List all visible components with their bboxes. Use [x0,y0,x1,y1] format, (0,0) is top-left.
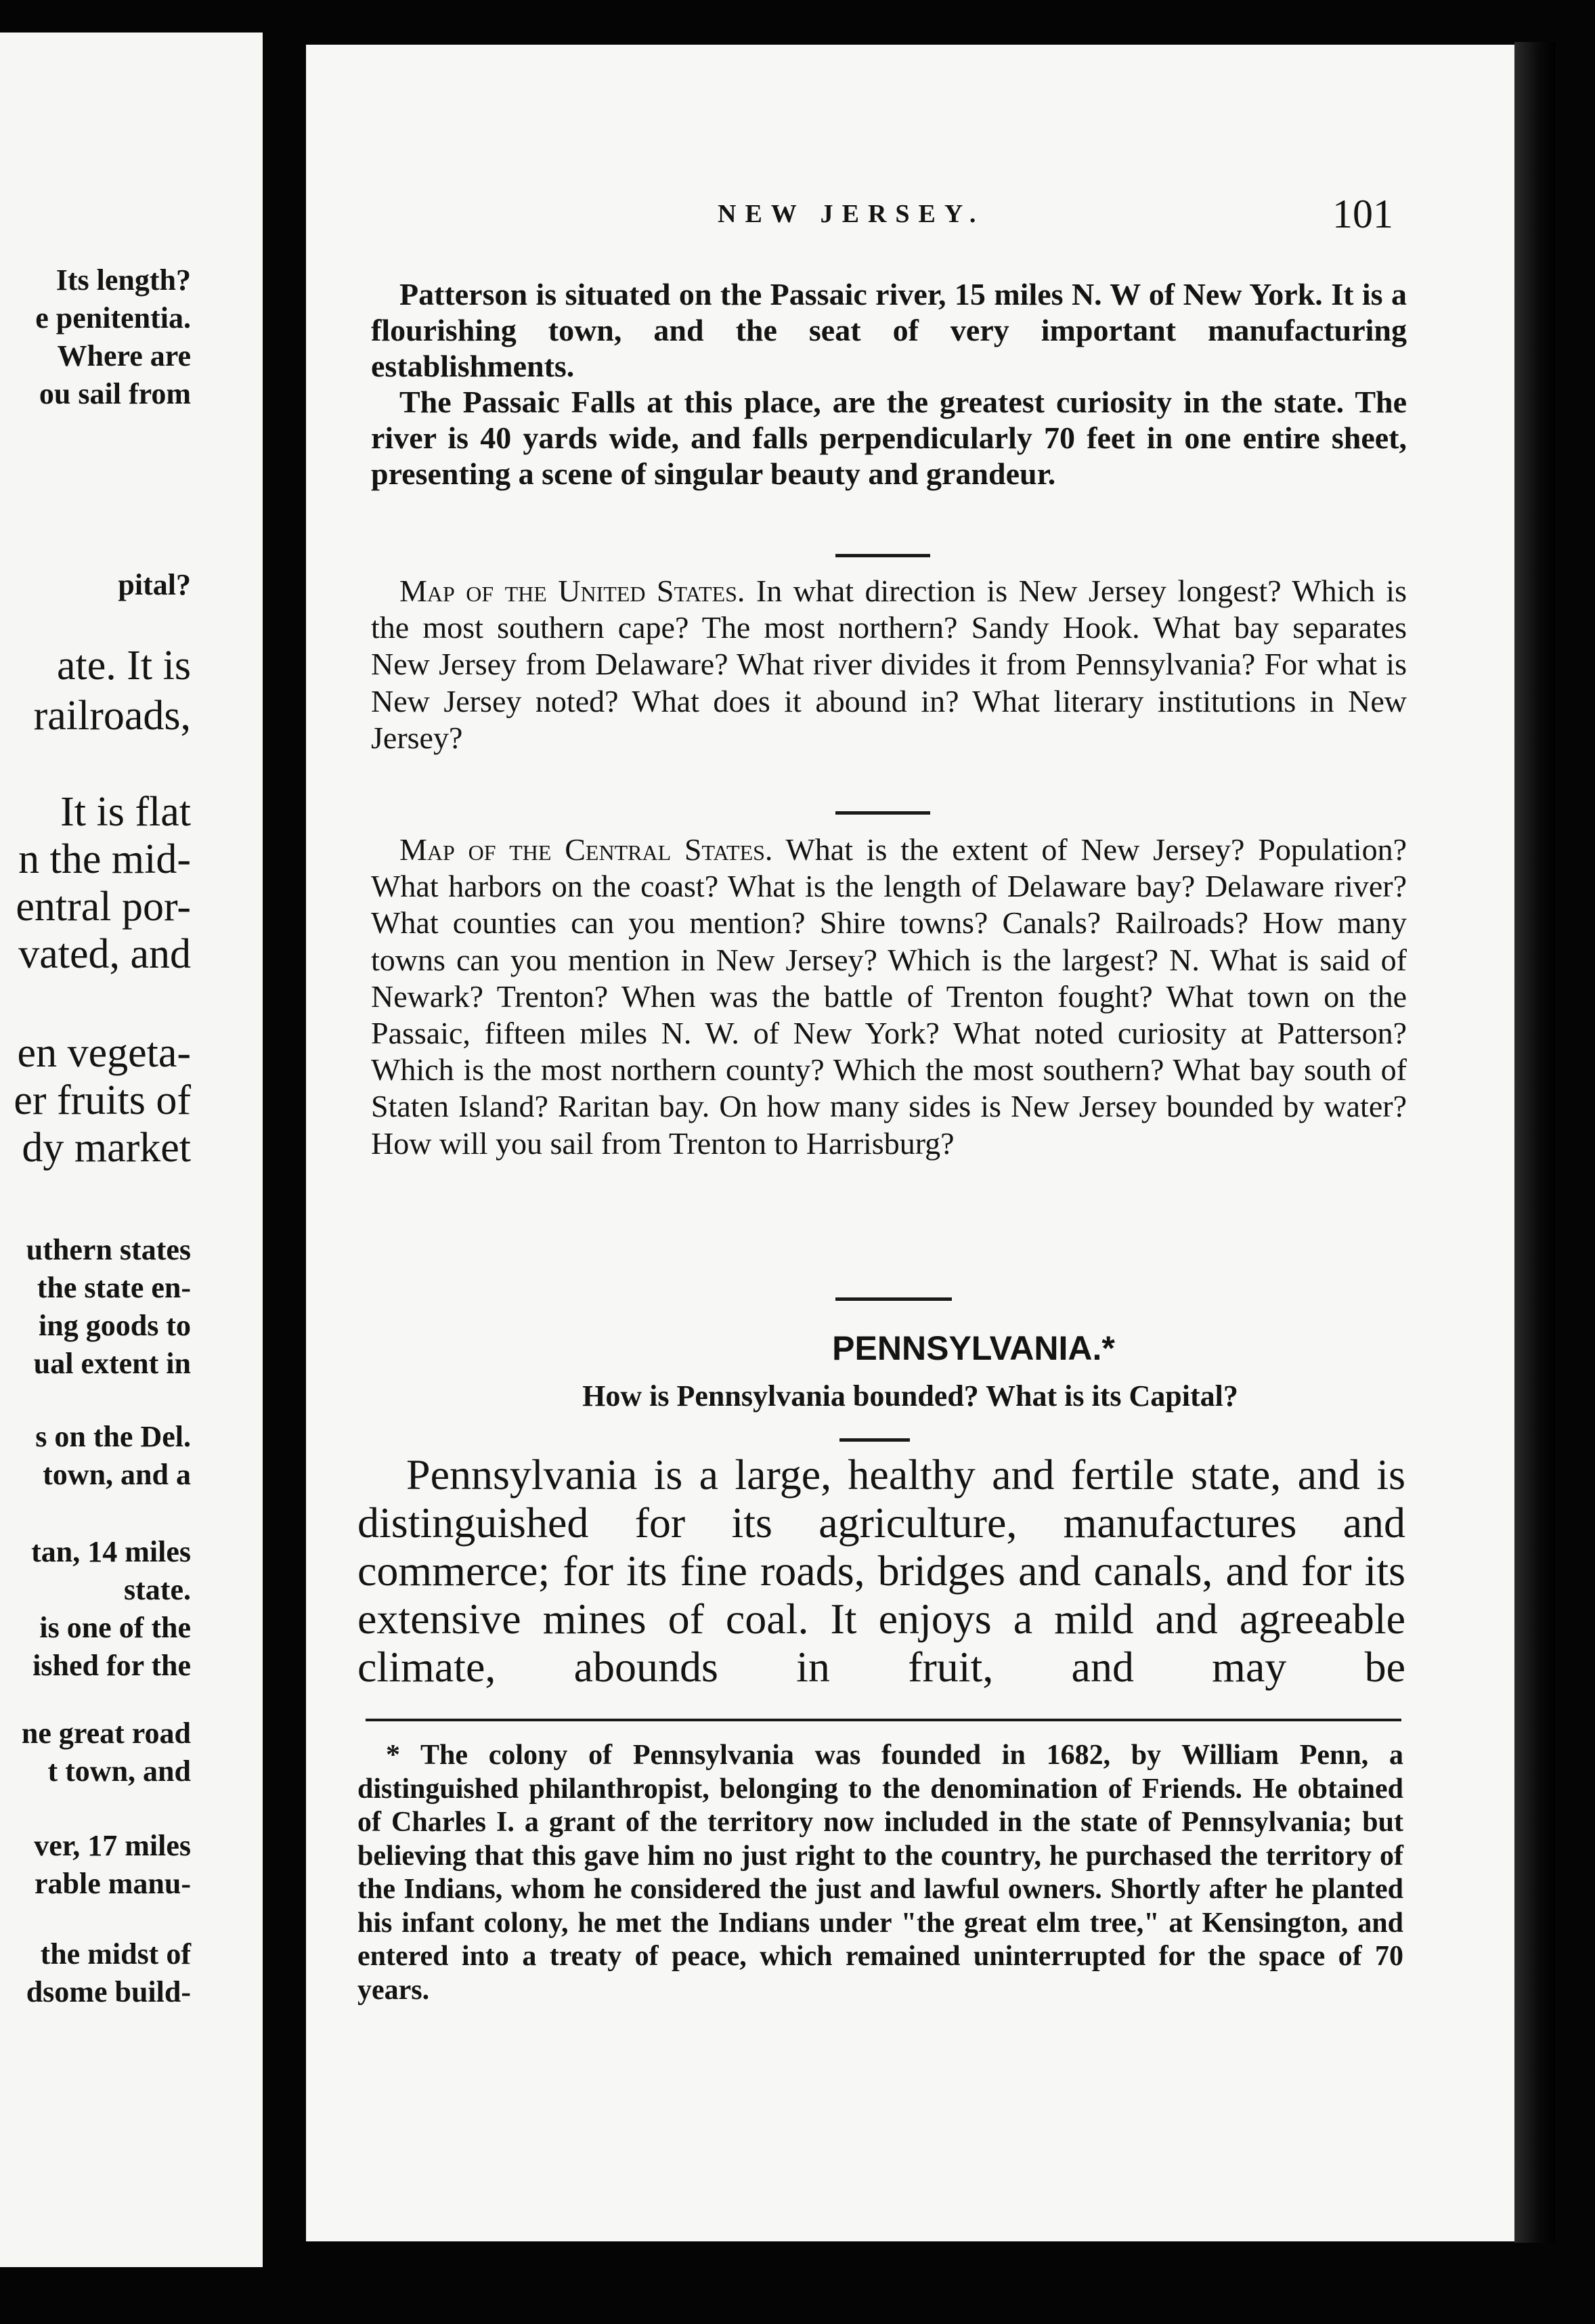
questions-text: What is the extent of New Jersey? Population? What harbors on the coast? What is the length of Delaware bay? Delaware river? What counties can you mention? Shire towns? Canals? Railroads? How many towns can you mention in New Jersey? Which is the largest? N. What is said of Newark? Trenton? When was the battle of Trenton fought? What town on the Passaic, fifteen miles N. W. of New York? What noted curiosity at Patterson? Which is the most northern county? Which the most southern? What bay south of Staten Island? Raritan bay. On how many sides is New Jersey bounded by water? How will you sail from Trenton to Harrisburg? [371,832,1407,1161]
footnote: * The colony of Pennsylvania was founded in 1682, by William Penn, a distinguished philanthropist, belonging to the denomination of Friends. He obtained of Charles I. a grant of the territory now included in the state of Pennsylvania; but believing that this gave him no just right to the country, he purchased the territory of the Indians, whom he considered the just and lawful owners. Shortly after he planted his infant colony, he met the Indians under "the great elm tree," at Kensington, and entered into a treaty of peace, which remained uninterrupted for the space of 70 years. [357,1740,1403,2006]
left-page-line: railroads, [33,693,191,739]
left-page-line: Where are [57,339,191,372]
intro-text [371,276,1407,492]
footnote-rule [366,1719,1401,1721]
paragraph-passaic-falls: The Passaic Falls at this place, are the greatest curiosity in the state. The river is 40 yards wide, and falls perpendicularly 70 feet in one entire sheet, presenting a scene of singular beauty and grandeur. [371,385,1407,491]
left-page-line: ver, 17 miles [34,1829,191,1862]
separator-rule [835,554,930,557]
left-page-line: Its length? [56,263,191,297]
questions-text: In what direction is New Jersey longest? Which is the most southern cape? The most northern? Sandy Hook. What bay separates New Jersey from Delaware? What river divides it from Pennsylvania? For what is New Jersey noted? What does it abound in? What literary institutions in New Jersey? [371,574,1407,755]
left-page-line: ou sail from [39,377,191,410]
left-page-line: er fruits of [14,1077,191,1123]
questions-us-map [371,573,1407,756]
separator-rule [835,1297,952,1301]
left-page-line: vated, and [18,931,191,977]
questions-heading: Map of the United States. [399,574,745,608]
left-page-line: ual extent in [33,1347,191,1380]
left-page-line: ished for the [32,1649,191,1682]
section-title: PENNSYLVANIA.* [832,1329,1115,1367]
left-page-line: s on the Del. [35,1420,191,1453]
section-questions: How is Pennsylvania bounded? What is its Capital? [582,1379,1238,1413]
separator-rule [839,1438,910,1442]
left-page-line: uthern states [26,1233,191,1266]
separator-rule [835,811,930,815]
left-page-line: is one of the [39,1611,191,1644]
left-page-line: dsome build- [26,1975,191,2008]
left-page-line: the midst of [40,1937,191,1971]
left-page-line: ne great road [21,1717,191,1750]
left-page-line: n the mid- [18,836,191,882]
left-page-line: tan, 14 miles [31,1535,191,1568]
left-page-line: It is flat [60,789,191,835]
left-facing-page [0,33,263,2267]
left-page-line: the state en- [37,1271,191,1304]
running-head: NEW JERSEY. [718,200,985,228]
left-page-line: e penitentia. [35,301,191,335]
questions-central-map [371,832,1407,1162]
left-page-line: t town, and [47,1755,191,1788]
left-page-line: ing goods to [39,1309,191,1342]
left-page-line: ate. It is [57,643,191,689]
left-page-line: dy market [22,1125,191,1171]
questions-heading: Map of the Central States. [399,832,773,867]
book-spine-edge [1514,42,1555,2243]
paragraph-patterson: Patterson is situated on the Passaic river, 15 miles N. W of New York. It is a flourishing town, and the seat of very important manufacturing establishments. [371,277,1407,383]
left-page-line: town, and a [43,1458,191,1491]
left-page-line: entral por- [16,884,191,930]
left-page-line: rable manu- [35,1867,191,1900]
left-page-line: en vegeta- [17,1030,191,1076]
left-page-line: pital? [118,568,191,601]
left-page-line: state. [124,1573,191,1606]
page-number: 101 [1332,192,1393,236]
pennsylvania-body: Pennsylvania is a large, healthy and fertile state, and is distinguished for its agriculture, manufactures and commerce; for its fine roads, bridges and canals, and for its extensive mines of coal. It enjoys a mild and agreeable climate, abounds in fruit, and may be [357,1450,1405,1691]
